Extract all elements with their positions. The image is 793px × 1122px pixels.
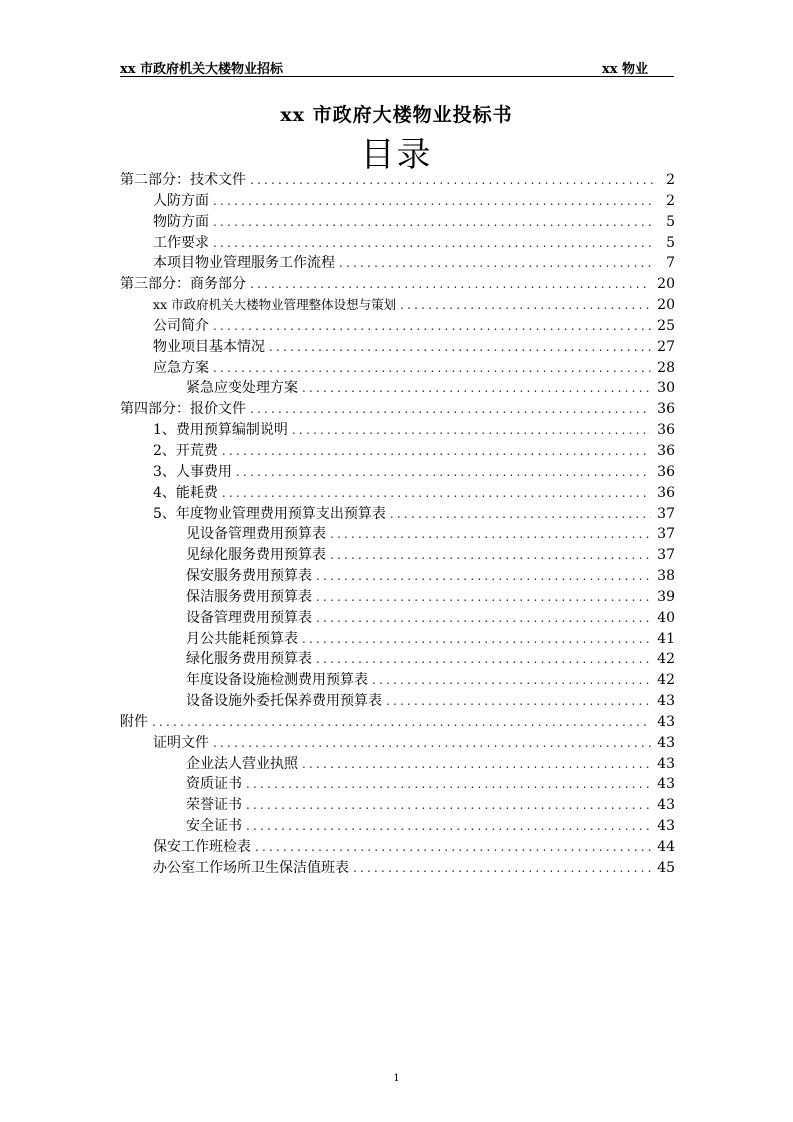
toc-entry-page: 7 [666,255,675,272]
toc-entry-page: 20 [657,297,675,314]
toc-entry[interactable] [120,441,675,462]
toc-entry[interactable] [120,566,675,587]
toc-entry[interactable] [120,295,675,316]
toc-entry-title: 设备设施外委托保养费用预算表 [186,693,382,710]
toc-entry-page: 42 [657,651,675,668]
toc-entry[interactable] [120,608,675,629]
toc-entry-title: 3、人事费用 [153,463,232,480]
toc-entry[interactable] [120,587,675,608]
toc-entry[interactable] [120,795,675,816]
toc-entry[interactable] [120,670,675,691]
toc-entry-title: 保安服务费用预算表 [186,568,312,585]
toc-entry-title: 附件 [120,713,148,730]
toc-dot-leader [302,629,651,650]
toc-entry-title: 1、费用预算编制说明 [153,422,288,439]
toc-entry[interactable] [120,733,675,754]
toc-dot-leader [386,691,651,712]
toc-entry[interactable] [120,649,675,670]
toc-entry-title: 第二部分：技术文件 [120,172,246,188]
toc-entry-title: 紧急应变处理方案 [186,380,298,397]
toc-entry-title: 月公共能耗预算表 [186,630,298,647]
toc-dot-leader [316,608,651,629]
toc-entry-page: 5 [666,213,675,230]
toc-dot-leader [339,253,655,274]
toc-entry-page: 30 [657,380,675,397]
toc-dot-leader [330,524,651,545]
toc-entry-title: 年度设备设施检测费用预算表 [186,672,368,689]
toc-entry-page: 36 [657,463,675,480]
toc-entry-page: 43 [657,776,675,793]
toc-entry-page: 43 [657,734,675,751]
toc-entry-page: 2 [666,172,675,188]
toc-dot-leader [302,378,651,399]
toc-entry-page: 25 [657,317,675,334]
toc-dot-leader [316,566,651,587]
toc-entry-page: 27 [657,338,675,355]
toc-entry-page: 36 [657,401,675,418]
toc-entry-page: 40 [657,609,675,626]
toc-dot-leader [222,441,651,462]
toc-entry[interactable] [120,858,675,879]
footer-page-number: 1 [393,1073,400,1084]
toc-entry-title: 物防方面 [153,213,209,230]
toc-entry[interactable] [120,233,675,254]
toc-entry-page: 36 [657,484,675,501]
toc-entry-title: 设备管理费用预算表 [186,609,312,626]
toc-entry-page: 43 [657,713,675,730]
toc-entry-title: 人防方面 [153,192,209,209]
toc-dot-leader [292,420,651,441]
toc-entry-page: 45 [657,859,675,876]
toc-entry[interactable] [120,337,675,358]
toc-dot-leader [390,504,651,525]
toc-entry[interactable] [120,316,675,337]
toc-dot-leader [152,712,651,733]
toc-entry-title: 企业法人营业执照 [186,755,298,772]
toc-dot-leader [213,733,651,754]
toc-entry-title: 保洁服务费用预算表 [186,588,312,605]
page-header [120,58,674,77]
toc-entry-title: 4、能耗费 [153,484,218,501]
toc-entry[interactable] [120,462,675,483]
table-of-contents [120,170,675,879]
toc-dot-leader [250,274,651,295]
toc-entry-title: 物业项目基本情况 [153,338,265,355]
toc-entry[interactable] [120,816,675,837]
toc-entry-page: 5 [666,234,675,251]
toc-entry[interactable] [120,837,675,858]
toc-entry[interactable] [120,378,675,399]
toc-dot-leader [316,587,651,608]
toc-entry-page: 39 [657,588,675,605]
toc-entry-title: 2、开荒费 [153,442,218,459]
toc-entry-title: 第三部分：商务部分 [120,276,246,293]
toc-entry-title: 应急方案 [153,359,209,376]
toc-entry-title: 第四部分：报价文件 [120,401,246,418]
toc-dot-leader [330,545,651,566]
toc-entry-page: 41 [657,630,675,647]
toc-entry-page: 20 [657,276,675,293]
toc-entry-page: 43 [657,755,675,772]
toc-dot-leader [250,399,651,420]
toc-dot-leader [222,483,651,504]
toc-entry[interactable] [120,545,675,566]
toc-dot-leader [400,295,651,316]
toc-entry[interactable] [120,504,675,525]
toc-entry-title: 5、年度物业管理费用预算支出预算表 [153,505,386,522]
toc-dot-leader [372,670,651,691]
toc-entry[interactable] [120,754,675,775]
toc-dot-leader [213,191,655,212]
toc-entry-page: 28 [657,359,675,376]
toc-entry[interactable] [120,253,675,274]
toc-entry-page: 37 [657,547,675,564]
toc-dot-leader [302,754,651,775]
toc-dot-leader [246,795,651,816]
toc-dot-leader [236,462,651,483]
toc-dot-leader [269,337,651,358]
toc-dot-leader [213,233,655,254]
toc-entry-page: 36 [657,442,675,459]
toc-entry-page: 36 [657,422,675,439]
toc-entry-title: 荣誉证书 [186,797,242,814]
toc-entry-page: 43 [657,797,675,814]
toc-heading: 目录 [360,135,433,175]
toc-entry-title: xx 市政府机关大楼物业管理整体设想与策划 [153,297,397,313]
toc-entry[interactable] [120,524,675,545]
toc-entry-page: 37 [657,505,675,522]
toc-entry[interactable] [120,399,675,420]
toc-entry-title: 工作要求 [153,234,209,251]
toc-entry-page: 44 [657,839,675,855]
toc-entry[interactable] [120,170,675,191]
toc-entry-page: 37 [657,526,675,543]
toc-entry[interactable] [120,774,675,795]
header-left-title: xx 市政府机关大楼物业招标 [120,62,284,77]
toc-dot-leader [353,858,651,879]
toc-entry-title: 资质证书 [186,776,242,793]
document-title: xx 市政府大楼物业投标书 [280,104,513,126]
toc-entry-title: 公司简介 [153,317,209,334]
toc-entry[interactable] [120,629,675,650]
toc-entry-title: 保安工作班检表 [153,839,251,855]
toc-entry-title: 本项目物业管理服务工作流程 [153,255,335,272]
toc-dot-leader [213,316,651,337]
toc-dot-leader [246,774,651,795]
toc-dot-leader [250,170,655,191]
toc-entry-title: 办公室工作场所卫生保洁值班表 [153,859,349,876]
toc-dot-leader [213,358,651,379]
toc-entry-title: 证明文件 [153,734,209,751]
toc-entry[interactable] [120,212,675,233]
toc-entry[interactable] [120,483,675,504]
toc-dot-leader [316,649,651,670]
toc-entry[interactable] [120,191,675,212]
toc-entry[interactable] [120,274,675,295]
toc-entry[interactable] [120,691,675,712]
toc-entry-page: 43 [657,818,675,835]
toc-dot-leader [246,816,651,837]
toc-entry-page: 38 [657,568,675,585]
toc-dot-leader [213,212,655,233]
toc-entry-title: 见绿化服务费用预算表 [186,547,326,564]
toc-entry-page: 42 [657,672,675,689]
toc-entry-page: 2 [666,192,675,209]
toc-dot-leader [255,837,651,858]
toc-entry[interactable] [120,358,675,379]
toc-entry[interactable] [120,712,675,733]
header-right-company: xx 物业 [601,62,648,77]
toc-entry-title: 绿化服务费用预算表 [186,651,312,668]
toc-entry[interactable] [120,420,675,441]
toc-entry-page: 43 [657,693,675,710]
toc-entry-title: 见设备管理费用预算表 [186,526,326,543]
toc-entry-title: 安全证书 [186,818,242,835]
